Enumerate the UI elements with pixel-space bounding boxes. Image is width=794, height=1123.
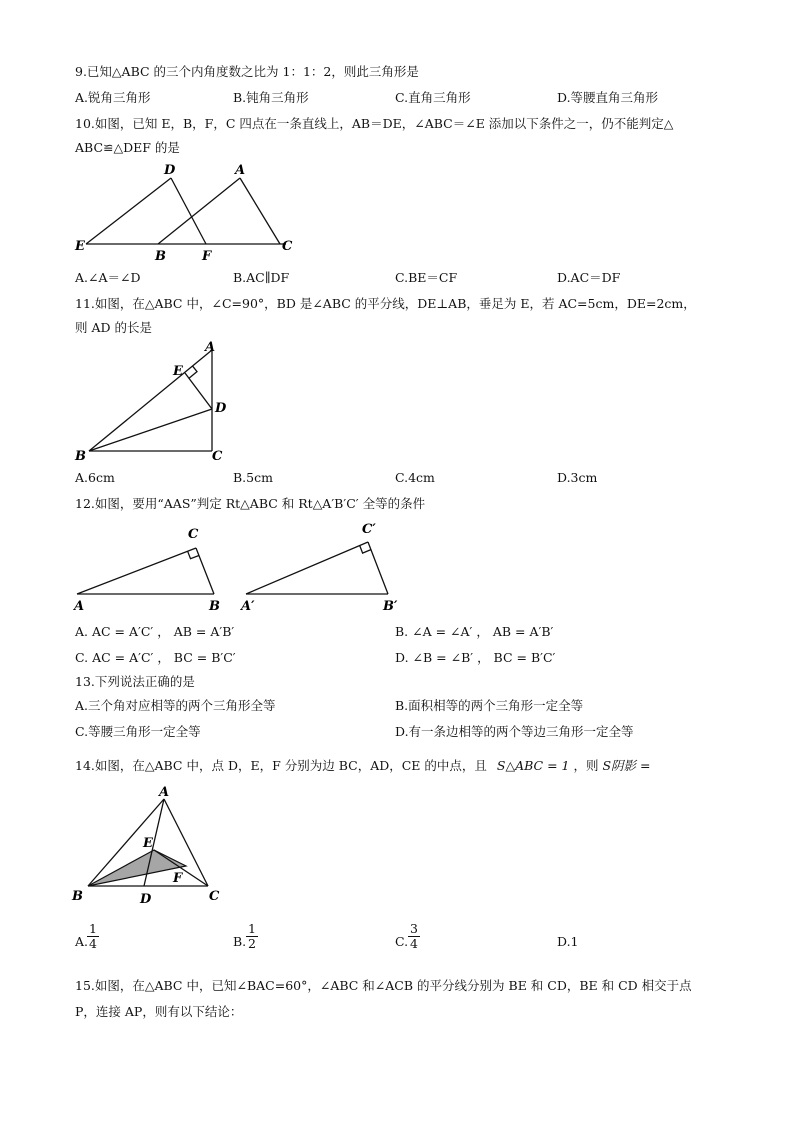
q14-option-c-fraction	[408, 922, 420, 951]
q14-stem-prefix: 14.如图，在△ABC 中，点 D，E，F 分别为边 BC，AD，CE 的中点，且	[75, 758, 487, 773]
q14-option-b-prefix: B.	[233, 934, 247, 949]
q14-label-b: B	[72, 889, 83, 904]
q14-option-a-numerator: 1	[89, 921, 97, 936]
q10-label-b: B	[155, 249, 166, 264]
q14-stem-mid: ，则	[573, 758, 599, 773]
q10-option-c[interactable]: C.BE＝CF	[395, 270, 458, 285]
q10-figure	[72, 160, 302, 264]
q13-option-a[interactable]: A.三个角对应相等的两个三角形全等	[75, 698, 276, 713]
q13-option-b[interactable]: B.面积相等的两个三角形一定全等	[395, 698, 584, 713]
q12-label-c: C	[188, 527, 199, 542]
q12-label-a: A	[74, 599, 85, 614]
q12-option-d[interactable]: D. ∠B = ∠B′ ， BC = B′C′	[395, 650, 556, 665]
q10-option-d[interactable]: D.AC＝DF	[557, 270, 621, 285]
q14-shaded-expression: S阴影 =	[602, 758, 651, 773]
q10-label-c: C	[282, 239, 293, 254]
q12-stem: 12.如图，要用“AAS”判定 Rt△ABC 和 Rt△A′B′C′ 全等的条件	[75, 496, 426, 511]
q10-label-f: F	[202, 249, 212, 264]
q10-label-d: D	[164, 163, 176, 178]
q14-option-d[interactable]: D.1	[557, 934, 579, 949]
q14-option-c-prefix: C.	[395, 934, 409, 949]
q14-label-f: F	[173, 871, 183, 886]
q14-figure	[70, 786, 230, 908]
q14-option-c-denominator: 4	[410, 936, 418, 951]
q14-label-d: D	[140, 892, 152, 907]
q9-option-a[interactable]: A.锐角三角形	[75, 90, 151, 105]
q14-area-expression: S△ABC = 1	[496, 758, 570, 773]
q10-label-e: E	[75, 239, 85, 254]
q11-label-d: D	[215, 401, 227, 416]
q10-option-b[interactable]: B.AC∥DF	[233, 270, 290, 285]
q15-stem-line2: P，连接 AP，则有以下结论：	[75, 1004, 243, 1019]
q12-figure-left	[72, 518, 232, 614]
q10-stem-line2: ABC≌△DEF 的是	[75, 140, 180, 155]
q9-option-b[interactable]: B.钝角三角形	[233, 90, 309, 105]
q14-option-a-denominator: 4	[89, 936, 97, 951]
q11-option-c[interactable]: C.4cm	[395, 470, 435, 485]
q14-option-a-fraction	[87, 922, 99, 951]
q14-label-c: C	[209, 889, 220, 904]
q14-option-b-fraction	[246, 922, 258, 951]
q14-option-c-numerator: 3	[410, 921, 418, 936]
q13-stem: 13.下列说法正确的是	[75, 674, 195, 689]
q11-label-a: A	[205, 340, 216, 355]
q12-label-b-prime: B′	[383, 599, 398, 614]
q14-option-b[interactable]	[233, 934, 246, 950]
q11-stem-line1: 11.如图，在△ABC 中，∠C=90°，BD 是∠ABC 的平分线，DE⊥AB，垂足为 E，若 AC=5cm，DE=2cm，	[75, 296, 696, 311]
q12-option-c[interactable]: C. AC = A′C′ ， BC = B′C′	[75, 650, 236, 665]
q9-option-c[interactable]: C.直角三角形	[395, 90, 471, 105]
q14-option-b-numerator: 1	[248, 921, 256, 936]
q9-stem: 9.已知△ABC 的三个内角度数之比为 1：1：2，则此三角形是	[75, 64, 419, 79]
q14-label-e: E	[143, 836, 153, 851]
q10-label-a: A	[235, 163, 246, 178]
q15-stem-line1: 15.如图，在△ABC 中，已知∠BAC=60°，∠ABC 和∠ACB 的平分线分别为 BE 和 CD，BE 和 CD 相交于点	[75, 978, 692, 993]
q11-figure	[72, 338, 242, 466]
q11-option-b[interactable]: B.5cm	[233, 470, 273, 485]
q11-option-d[interactable]: D.3cm	[557, 470, 598, 485]
q10-stem-line1: 10.如图，已知 E，B，F，C 四点在一条直线上，AB＝DE，∠ABC＝∠E 添加以下条件之一，仍不能判定△	[75, 116, 674, 131]
q14-option-a-prefix: A.	[75, 934, 89, 949]
q11-label-b: B	[75, 449, 86, 464]
q12-option-a[interactable]: A. AC = A′C′ ， AB = A′B′	[75, 624, 235, 639]
q12-label-b: B	[209, 599, 220, 614]
q14-stem	[75, 758, 650, 774]
q14-label-a: A	[159, 786, 170, 800]
q9-option-d[interactable]: D.等腰直角三角形	[557, 90, 659, 105]
q11-option-a[interactable]: A.6cm	[75, 470, 115, 485]
q11-label-e: E	[173, 364, 183, 379]
q11-stem-line2: 则 AD 的长是	[75, 320, 152, 335]
q12-figure-right	[238, 518, 408, 614]
q11-label-c: C	[212, 449, 223, 464]
q14-option-b-denominator: 2	[248, 936, 256, 951]
q13-option-d[interactable]: D.有一条边相等的两个等边三角形一定全等	[395, 724, 634, 739]
q12-label-a-prime: A′	[241, 599, 255, 614]
q10-option-a[interactable]: A.∠A＝∠D	[75, 270, 141, 285]
q13-option-c[interactable]: C.等腰三角形一定全等	[75, 724, 201, 739]
q14-option-c[interactable]	[395, 934, 408, 950]
q12-option-b[interactable]: B. ∠A = ∠A′ ， AB = A′B′	[395, 624, 554, 639]
q12-label-c-prime: C′	[362, 522, 376, 537]
